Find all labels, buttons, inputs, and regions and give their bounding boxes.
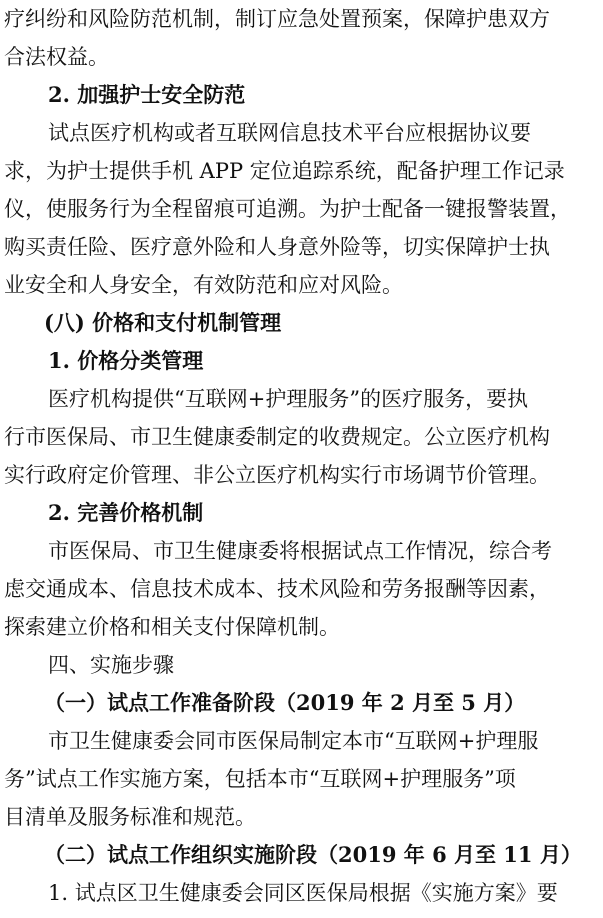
body-text-line: 业安全和人身安全，有效防范和应对风险。 (4, 273, 403, 297)
section-heading: （二）试点工作组织实施阶段（2019 年 6 月至 11 月） (44, 842, 582, 867)
body-text-line: 市医保局、市卫生健康委将根据试点工作情况，综合考 (48, 539, 552, 563)
section-heading: 1. 价格分类管理 (48, 348, 204, 373)
body-text-line: 购买责任险、医疗意外险和人身意外险等，切实保障护士执 (4, 235, 550, 259)
section-heading: 四、实施步骤 (48, 653, 174, 677)
body-text-line: 求，为护士提供手机 APP 定位追踪系统，配备护理工作记录 (4, 159, 565, 183)
section-heading: (八) 价格和支付机制管理 (44, 310, 282, 335)
section-heading: 2. 完善价格机制 (48, 500, 204, 525)
body-text-line: 1. 试点区卫生健康委会同区医保局根据《实施方案》要 (48, 881, 558, 905)
section-heading: （一）试点工作准备阶段（2019 年 2 月至 5 月） (44, 690, 526, 715)
body-text-line: 虑交通成本、信息技术成本、技术风险和劳务报酬等因素， (4, 577, 550, 601)
body-text-line: 实行政府定价管理、非公立医疗机构实行市场调节价管理。 (4, 463, 550, 487)
body-text-line: 医疗机构提供“互联网+护理服务”的医疗服务，要执 (48, 387, 529, 411)
body-text-line: 行市医保局、市卫生健康委制定的收费规定。公立医疗机构 (4, 425, 550, 449)
body-text-line: 目清单及服务标准和规范。 (4, 805, 256, 829)
body-text-line: 探索建立价格和相关支付保障机制。 (4, 615, 340, 639)
body-text-line: 疗纠纷和风险防范机制，制订应急处置预案，保障护患双方 (4, 7, 550, 31)
body-text-line: 仪，使服务行为全程留痕可追溯。为护士配备一键报警装置， (4, 197, 571, 221)
body-text-line: 市卫生健康委会同市医保局制定本市“互联网+护理服 (48, 729, 539, 753)
body-text-line: 试点医疗机构或者互联网信息技术平台应根据协议要 (48, 121, 531, 145)
section-heading: 2. 加强护士安全防范 (48, 82, 246, 107)
body-text-line: 合法权益。 (4, 45, 109, 69)
body-text-line: 务”试点工作实施方案，包括本市“互联网+护理服务”项 (4, 767, 516, 791)
